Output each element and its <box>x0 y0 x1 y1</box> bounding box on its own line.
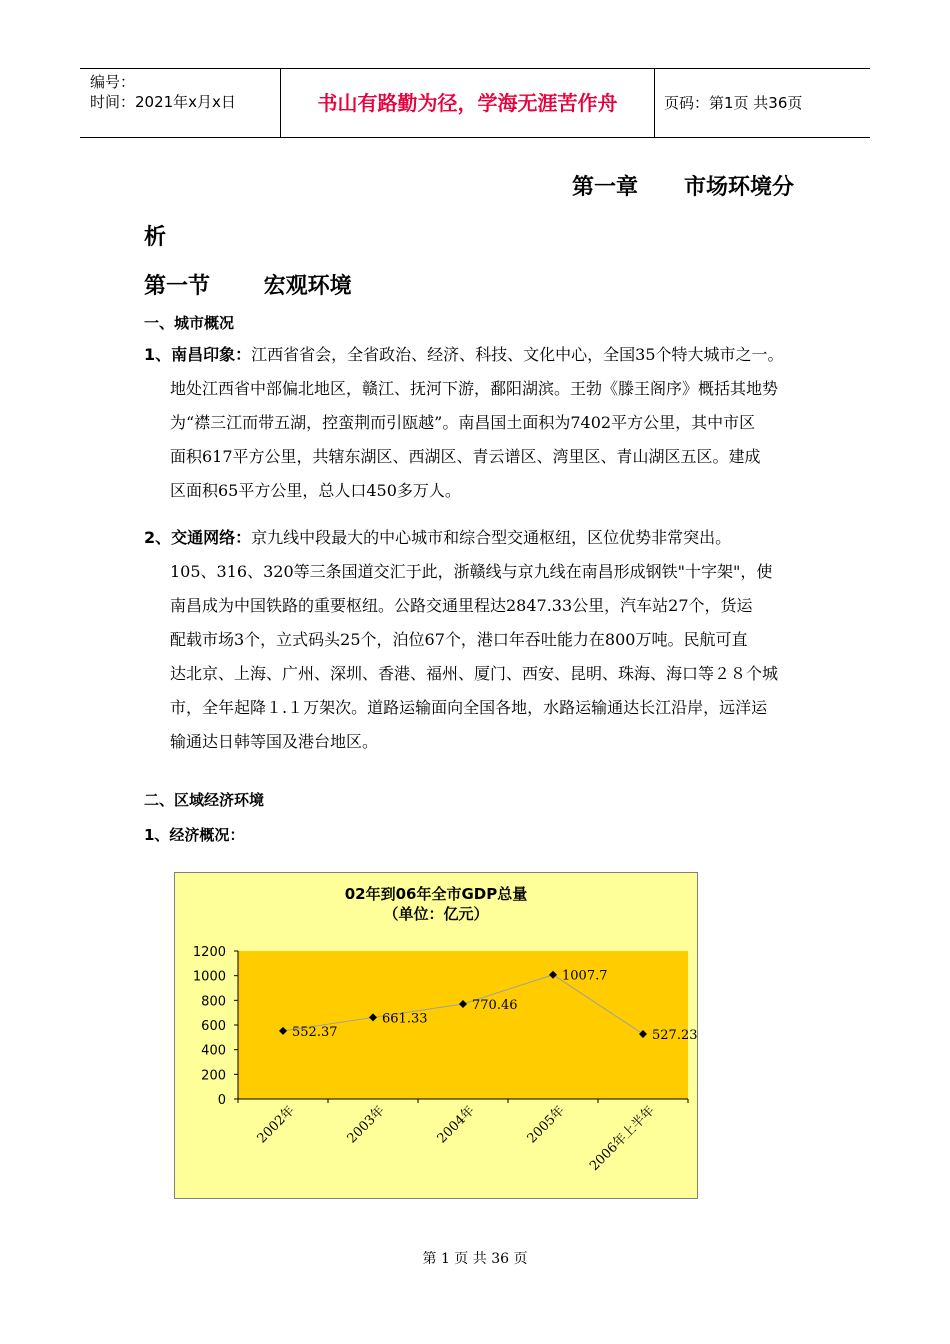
economy-overview-heading: 1、经济概况： <box>144 826 245 844</box>
y-tick-label: 800 <box>201 994 226 1010</box>
x-tick-label: 2006年上半年 <box>587 1103 658 1174</box>
y-tick-label: 400 <box>201 1043 226 1059</box>
city-overview-heading: 一、城市概况 <box>144 314 235 332</box>
y-tick-label: 1200 <box>192 945 226 960</box>
x-tick-label: 2004年 <box>434 1103 478 1147</box>
chart-title: 02年到06年全市GDP总量 <box>344 885 528 903</box>
paragraph-line: 2、交通网络：京九线中段最大的中心城市和综合型交通枢纽，区位优势非常突出。 <box>144 528 732 547</box>
y-tick-label: 200 <box>201 1068 226 1084</box>
paragraph-line: 1、南昌印象：江西省省会，全省政治、经济、科技、文化中心，全国35个特大城市之一。 <box>144 345 784 364</box>
paragraph-line: 105、316、320等三条国道交汇于此，浙赣线与京九线在南昌形成钢铁"十字架"，使 <box>170 562 773 581</box>
paragraph-line: 区面积65平方公里，总人口450多万人。 <box>170 481 461 500</box>
gdp-chart-svg <box>175 873 697 1198</box>
date-label: 时间：2021年x月x日 <box>90 93 236 111</box>
page-info: 页码：第1页 共36页 <box>664 94 803 112</box>
y-tick-label: 1000 <box>192 969 226 985</box>
x-axis <box>238 1099 688 1174</box>
section-title: 第一节 宏观环境 <box>144 274 352 299</box>
paragraph-line: 南昌成为中国铁路的重要枢纽。公路交通里程达2847.33公里，汽车站27个，货运 <box>170 596 753 615</box>
y-tick-label: 0 <box>217 1093 226 1108</box>
chart-subtitle: （单位：亿元） <box>383 905 489 923</box>
page-footer: 第 1 页 共 36 页 <box>422 1251 528 1267</box>
paragraph-line: 为“襟三江而带五湖，控蛮荆而引瓯越”。南昌国土面积为7402平方公里，其中市区 <box>170 413 756 432</box>
number-label: 编号： <box>90 73 136 91</box>
paragraph-line: 市，全年起降１.１万架次。道路运输面向全国各地，水路运输通达长江沿岸，远洋运 <box>170 698 768 717</box>
regional-economy-heading: 二、区域经济环境 <box>144 791 265 809</box>
data-label: 1007.7 <box>562 968 608 984</box>
chapter-title: 第一章 市场环境分 <box>572 175 794 200</box>
paragraph-line: 面积617平方公里，共辖东湖区、西湖区、青云谱区、湾里区、青山湖区五区。建成 <box>170 447 761 466</box>
header-meta <box>80 69 280 137</box>
paragraph-transport <box>144 521 824 759</box>
motto: 书山有路勤为径，学海无涯苦作舟 <box>317 91 618 115</box>
header-page-cell <box>654 69 870 137</box>
paragraph-line: 达北京、上海、广州、深圳、香港、福州、厦门、西安、昆明、珠海、海口等２８个城 <box>170 664 779 683</box>
y-tick-label: 600 <box>201 1019 226 1034</box>
chapter-title-continued: 析 <box>144 225 167 250</box>
data-label: 527.23 <box>652 1027 697 1043</box>
paragraph-nanchang-impression <box>144 338 824 508</box>
data-label: 661.33 <box>382 1011 428 1027</box>
paragraph-line: 地处江西省中部偏北地区，赣江、抚河下游，鄱阳湖滨。王勃《滕王阁序》概括其地势 <box>170 379 779 398</box>
paragraph-line: 配载市场3个，立式码头25个，泊位67个，港口年吞吐能力在800万吨。民航可直 <box>170 630 748 649</box>
x-tick-label: 2005年 <box>524 1103 568 1147</box>
paragraph-line: 输通达日韩等国及港台地区。 <box>170 732 379 751</box>
header-motto-cell <box>280 69 655 137</box>
x-tick-label: 2003年 <box>344 1103 388 1147</box>
page-header <box>80 68 870 138</box>
data-label: 770.46 <box>472 997 518 1013</box>
y-axis <box>193 945 238 1108</box>
gdp-chart <box>174 872 698 1199</box>
data-label: 552.37 <box>292 1024 338 1040</box>
x-tick-label: 2002年 <box>254 1103 298 1147</box>
paragraph-lead: 1、南昌印象： <box>144 345 252 364</box>
paragraph-lead: 2、交通网络： <box>144 528 252 547</box>
